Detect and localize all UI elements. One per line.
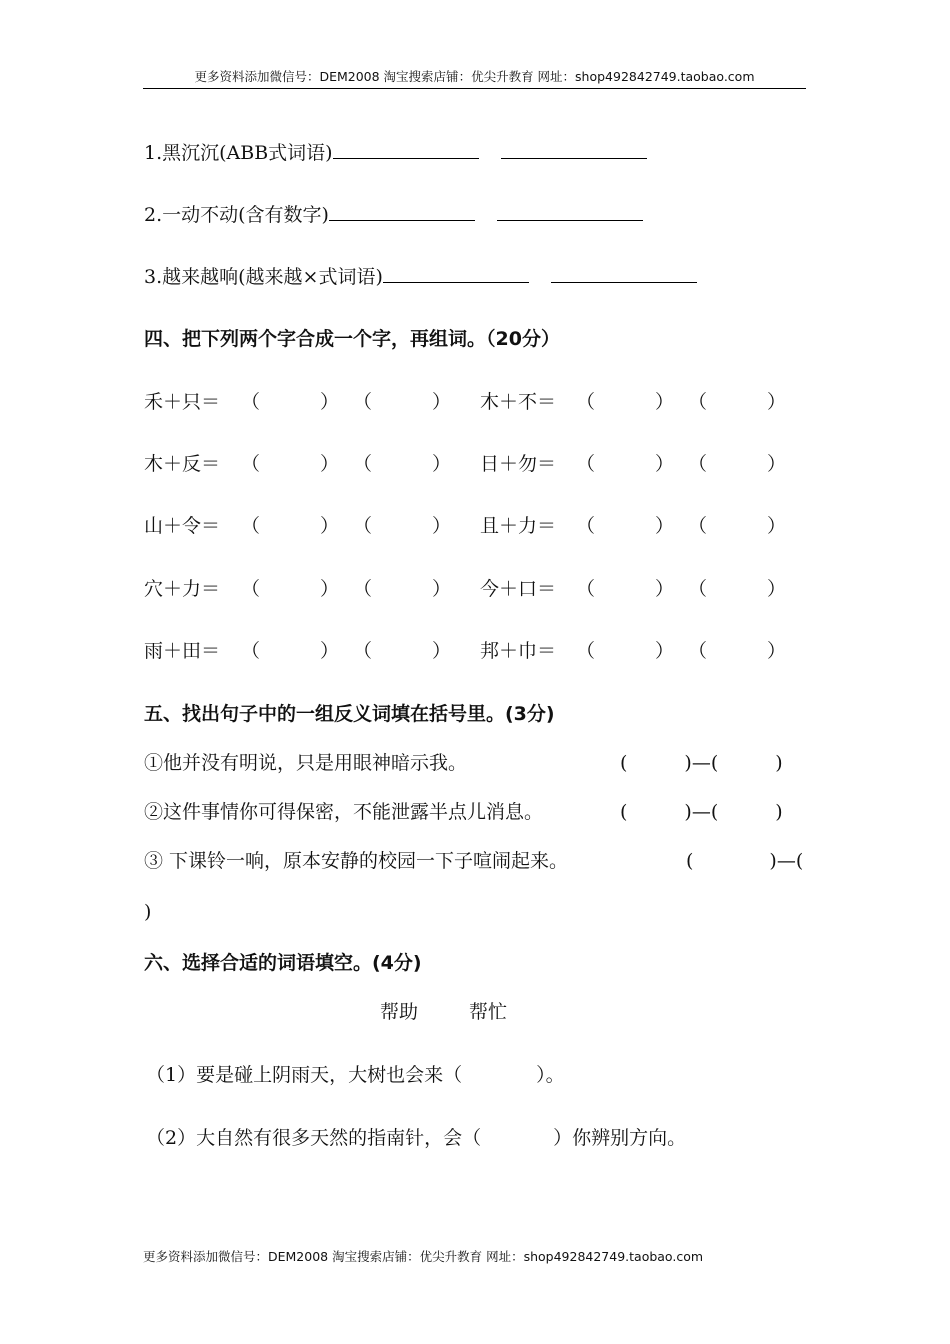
paren-close: ）	[320, 515, 340, 537]
section-4-title: 四、把下列两个字合成一个字，再组词。（20分）	[144, 328, 560, 350]
word-choice-1: 帮助	[380, 1001, 419, 1023]
antonym-pair-3: ( )—(	[686, 850, 804, 872]
combine-right-2: 日＋勿＝	[480, 453, 557, 475]
word-item-2	[144, 202, 643, 228]
sentence-3-close: )	[144, 901, 152, 923]
paren-open: （	[576, 640, 596, 662]
paren-open: （	[353, 391, 373, 413]
fill-question-2-end: ）你辨别方向。	[553, 1127, 687, 1149]
combine-right-1: 木＋不＝	[480, 391, 557, 413]
answer-blank[interactable]	[497, 202, 643, 221]
paren-close: ）	[767, 515, 787, 537]
section-5-title: 五、找出句子中的一组反义词填在括号里。(3分)	[144, 703, 555, 725]
paren-close: ）	[432, 391, 452, 413]
paren-close: ）	[320, 391, 340, 413]
paren-close: ）	[767, 453, 787, 475]
fill-question-1-start: （1）要是碰上阴雨天，大树也会来（	[146, 1064, 463, 1086]
paren-close: ）	[655, 578, 675, 600]
combine-right-4: 今＋口＝	[480, 578, 557, 600]
answer-blank[interactable]	[551, 264, 697, 283]
fill-question-1-end: ）。	[536, 1064, 565, 1086]
paren-open: （	[241, 515, 261, 537]
word-item-1	[144, 140, 647, 166]
fill-question-2-start: （2）大自然有很多天然的指南针，会（	[146, 1127, 482, 1149]
word-choice-2: 帮忙	[469, 1001, 508, 1023]
paren-close: ）	[432, 578, 452, 600]
paren-close: ）	[767, 391, 787, 413]
word-item-2-label: 2.一动不动(含有数字)	[144, 204, 329, 226]
antonym-pair-1: ( )—( )	[620, 752, 783, 774]
combine-left-2: 木＋反＝	[144, 453, 221, 475]
answer-blank[interactable]	[383, 264, 529, 283]
antonym-pair-2: ( )—( )	[620, 801, 783, 823]
paren-close: ）	[655, 640, 675, 662]
word-item-3	[144, 264, 697, 290]
paren-open: （	[576, 578, 596, 600]
paren-open: （	[688, 640, 708, 662]
paren-close: ）	[320, 640, 340, 662]
combine-right-3: 且＋力＝	[480, 515, 557, 537]
paren-open: （	[688, 391, 708, 413]
paren-open: （	[241, 640, 261, 662]
paren-close: ）	[767, 578, 787, 600]
combine-left-4: 穴＋力＝	[144, 578, 221, 600]
paren-open: （	[241, 391, 261, 413]
section-6-title: 六、选择合适的词语填空。(4分)	[144, 952, 422, 974]
combine-left-5: 雨＋田＝	[144, 640, 221, 662]
paren-close: ）	[432, 515, 452, 537]
paren-open: （	[576, 515, 596, 537]
paren-open: （	[688, 578, 708, 600]
paren-close: ）	[655, 391, 675, 413]
paren-close: ）	[320, 453, 340, 475]
paren-open: （	[353, 640, 373, 662]
page-footer: 更多资料添加微信号：DEM2008 淘宝搜索店铺：优尖升教育 网址：shop492842749.taobao.com	[143, 1249, 704, 1264]
paren-open: （	[353, 515, 373, 537]
sentence-2: ②这件事情你可得保密，不能泄露半点儿消息。	[144, 801, 544, 823]
combine-left-3: 山＋令＝	[144, 515, 221, 537]
paren-open: （	[353, 453, 373, 475]
combine-left-1: 禾＋只＝	[144, 391, 221, 413]
word-item-3-label: 3.越来越响(越来越×式词语)	[144, 266, 383, 288]
sentence-3: ③ 下课铃一响，原本安静的校园一下子喧闹起来。	[144, 850, 569, 872]
paren-close: ）	[655, 453, 675, 475]
paren-open: （	[241, 453, 261, 475]
paren-open: （	[576, 391, 596, 413]
answer-blank[interactable]	[501, 140, 647, 159]
paren-open: （	[576, 453, 596, 475]
paren-open: （	[353, 578, 373, 600]
paren-close: ）	[767, 640, 787, 662]
word-item-1-label: 1.黑沉沉(ABB式词语)	[144, 142, 333, 164]
combine-right-5: 邦＋巾＝	[480, 640, 557, 662]
fill-question-1	[146, 1062, 565, 1088]
paren-open: （	[688, 453, 708, 475]
paren-close: ）	[432, 453, 452, 475]
sentence-1: ①他并没有明说，只是用眼神暗示我。	[144, 752, 468, 774]
paren-open: （	[688, 515, 708, 537]
fill-question-2	[146, 1125, 686, 1151]
paren-close: ）	[655, 515, 675, 537]
answer-blank[interactable]	[333, 140, 479, 159]
paren-open: （	[241, 578, 261, 600]
paren-close: ）	[320, 578, 340, 600]
page-header: 更多资料添加微信号：DEM2008 淘宝搜索店铺：优尖升教育 网址：shop492842749.taobao.com	[143, 68, 806, 89]
answer-blank[interactable]	[329, 202, 475, 221]
paren-close: ）	[432, 640, 452, 662]
